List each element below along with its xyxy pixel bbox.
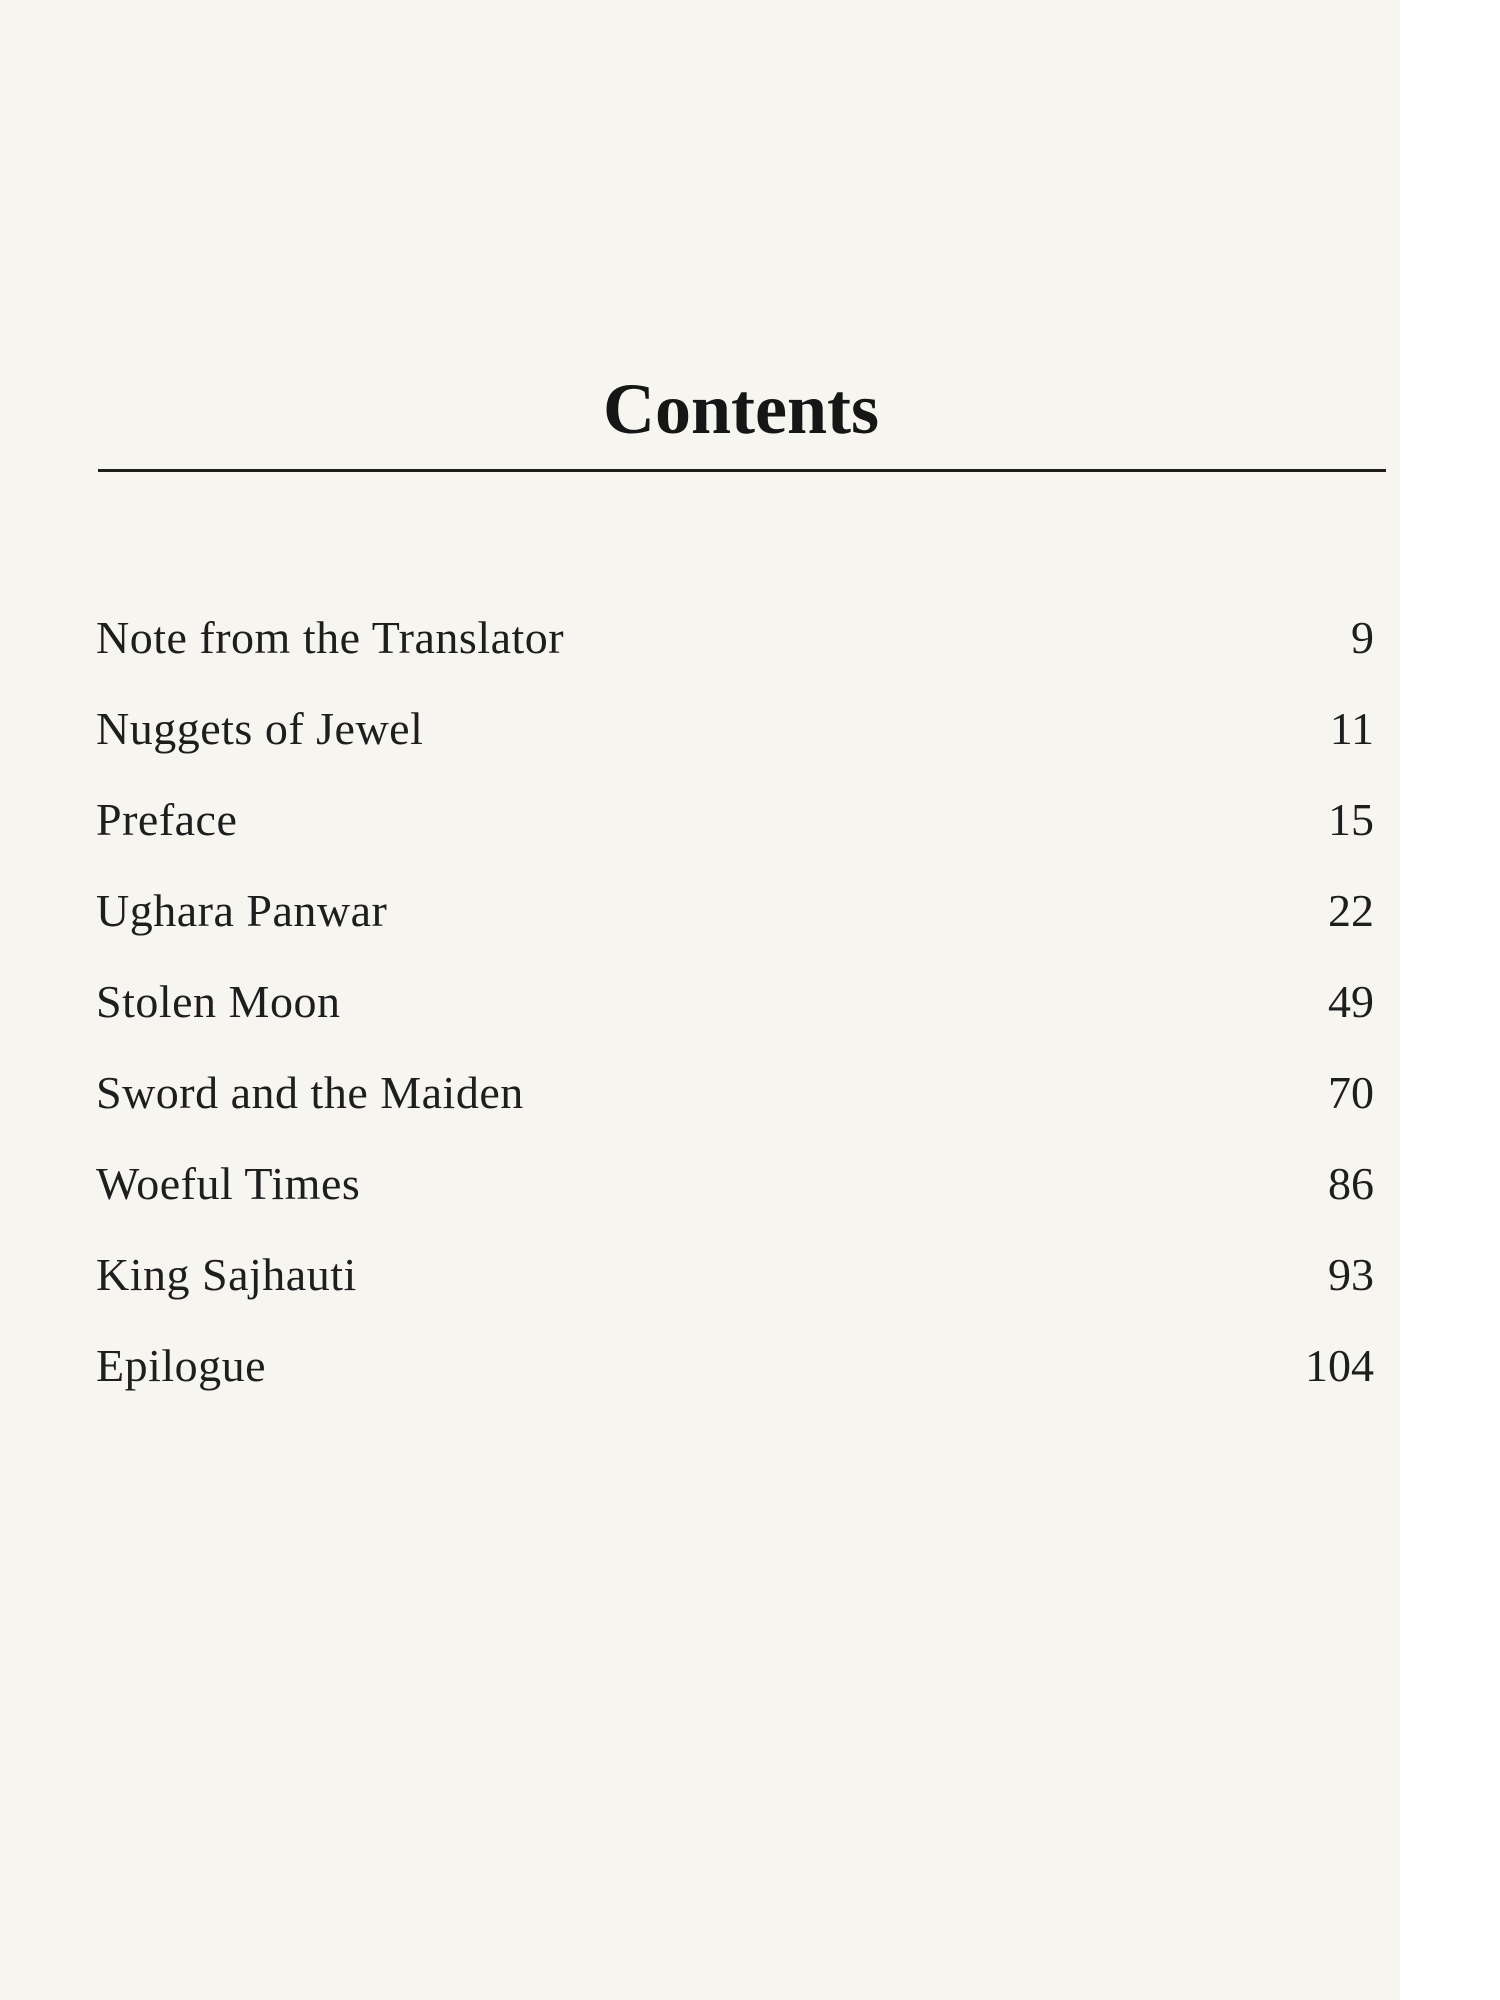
toc-entry-title: Ughara Panwar (96, 885, 388, 936)
toc-entry (96, 790, 1384, 881)
toc-entry (96, 881, 1384, 972)
toc-entry-page: 49 (1328, 976, 1374, 1027)
toc-entry (96, 1245, 1384, 1336)
table-of-contents (96, 608, 1384, 1427)
heading-rule (98, 469, 1386, 472)
toc-entry-page: 70 (1328, 1067, 1374, 1118)
toc-entry-title: King Sajhauti (96, 1249, 357, 1300)
toc-entry (96, 608, 1384, 699)
toc-entry-page: 15 (1328, 794, 1374, 845)
toc-entry-title: Woeful Times (96, 1158, 361, 1209)
page-margin (1400, 0, 1500, 2000)
toc-entry-page: 86 (1328, 1158, 1374, 1209)
toc-entry (96, 699, 1384, 790)
toc-entry-page: 104 (1305, 1340, 1374, 1391)
toc-entry-title: Preface (96, 794, 238, 845)
toc-entry-title: Nuggets of Jewel (96, 703, 424, 754)
toc-entry-page: 22 (1328, 885, 1374, 936)
toc-entry (96, 1154, 1384, 1245)
toc-entry (96, 972, 1384, 1063)
toc-entry-page: 11 (1329, 703, 1374, 754)
toc-entry (96, 1336, 1384, 1427)
toc-entry-title: Epilogue (96, 1340, 267, 1391)
toc-entry-title: Sword and the Maiden (96, 1067, 524, 1118)
toc-entry (96, 1063, 1384, 1154)
toc-entry-page: 9 (1351, 612, 1374, 663)
contents-heading: Contents (602, 369, 879, 449)
toc-entry-title: Stolen Moon (96, 976, 341, 1027)
toc-entry-page: 93 (1328, 1249, 1374, 1300)
toc-entry-title: Note from the Translator (96, 612, 565, 663)
